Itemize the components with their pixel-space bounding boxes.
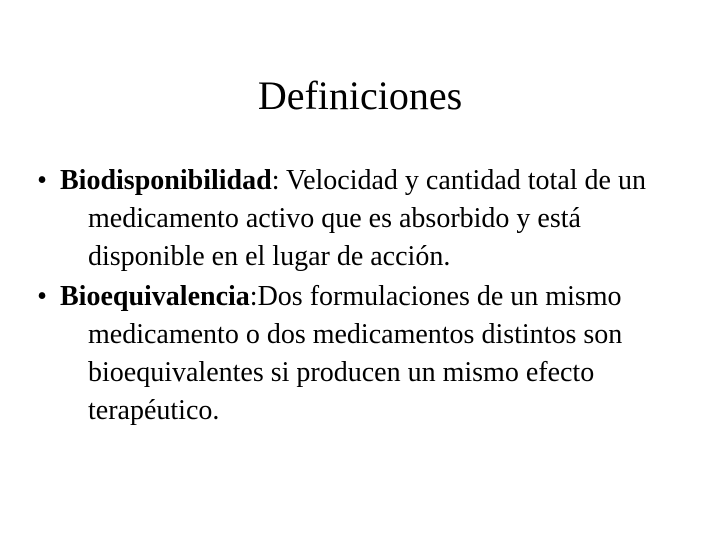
definition-text [60,278,688,430]
definition-item-biodisponibilidad [28,162,688,276]
bullet-icon: • [37,165,47,196]
definition-item-bioequivalencia [28,278,688,430]
bullet-icon: • [37,281,47,312]
slide-title: Definiciones [257,73,463,118]
definition-text [60,162,688,276]
definition-list [28,162,688,432]
definition-term: Biodisponibilidad [60,165,272,196]
definition-body: : Velocidad y cantidad total de un medicamento activo que es absorbido y está disponible en el lugar de acción. [88,165,646,272]
definition-body: :Dos formulaciones de un mismo medicamento o dos medicamentos distintos son bioequivalentes si producen un mismo efecto terapéutico. [88,281,623,426]
definition-term: Bioequivalencia [60,281,250,312]
